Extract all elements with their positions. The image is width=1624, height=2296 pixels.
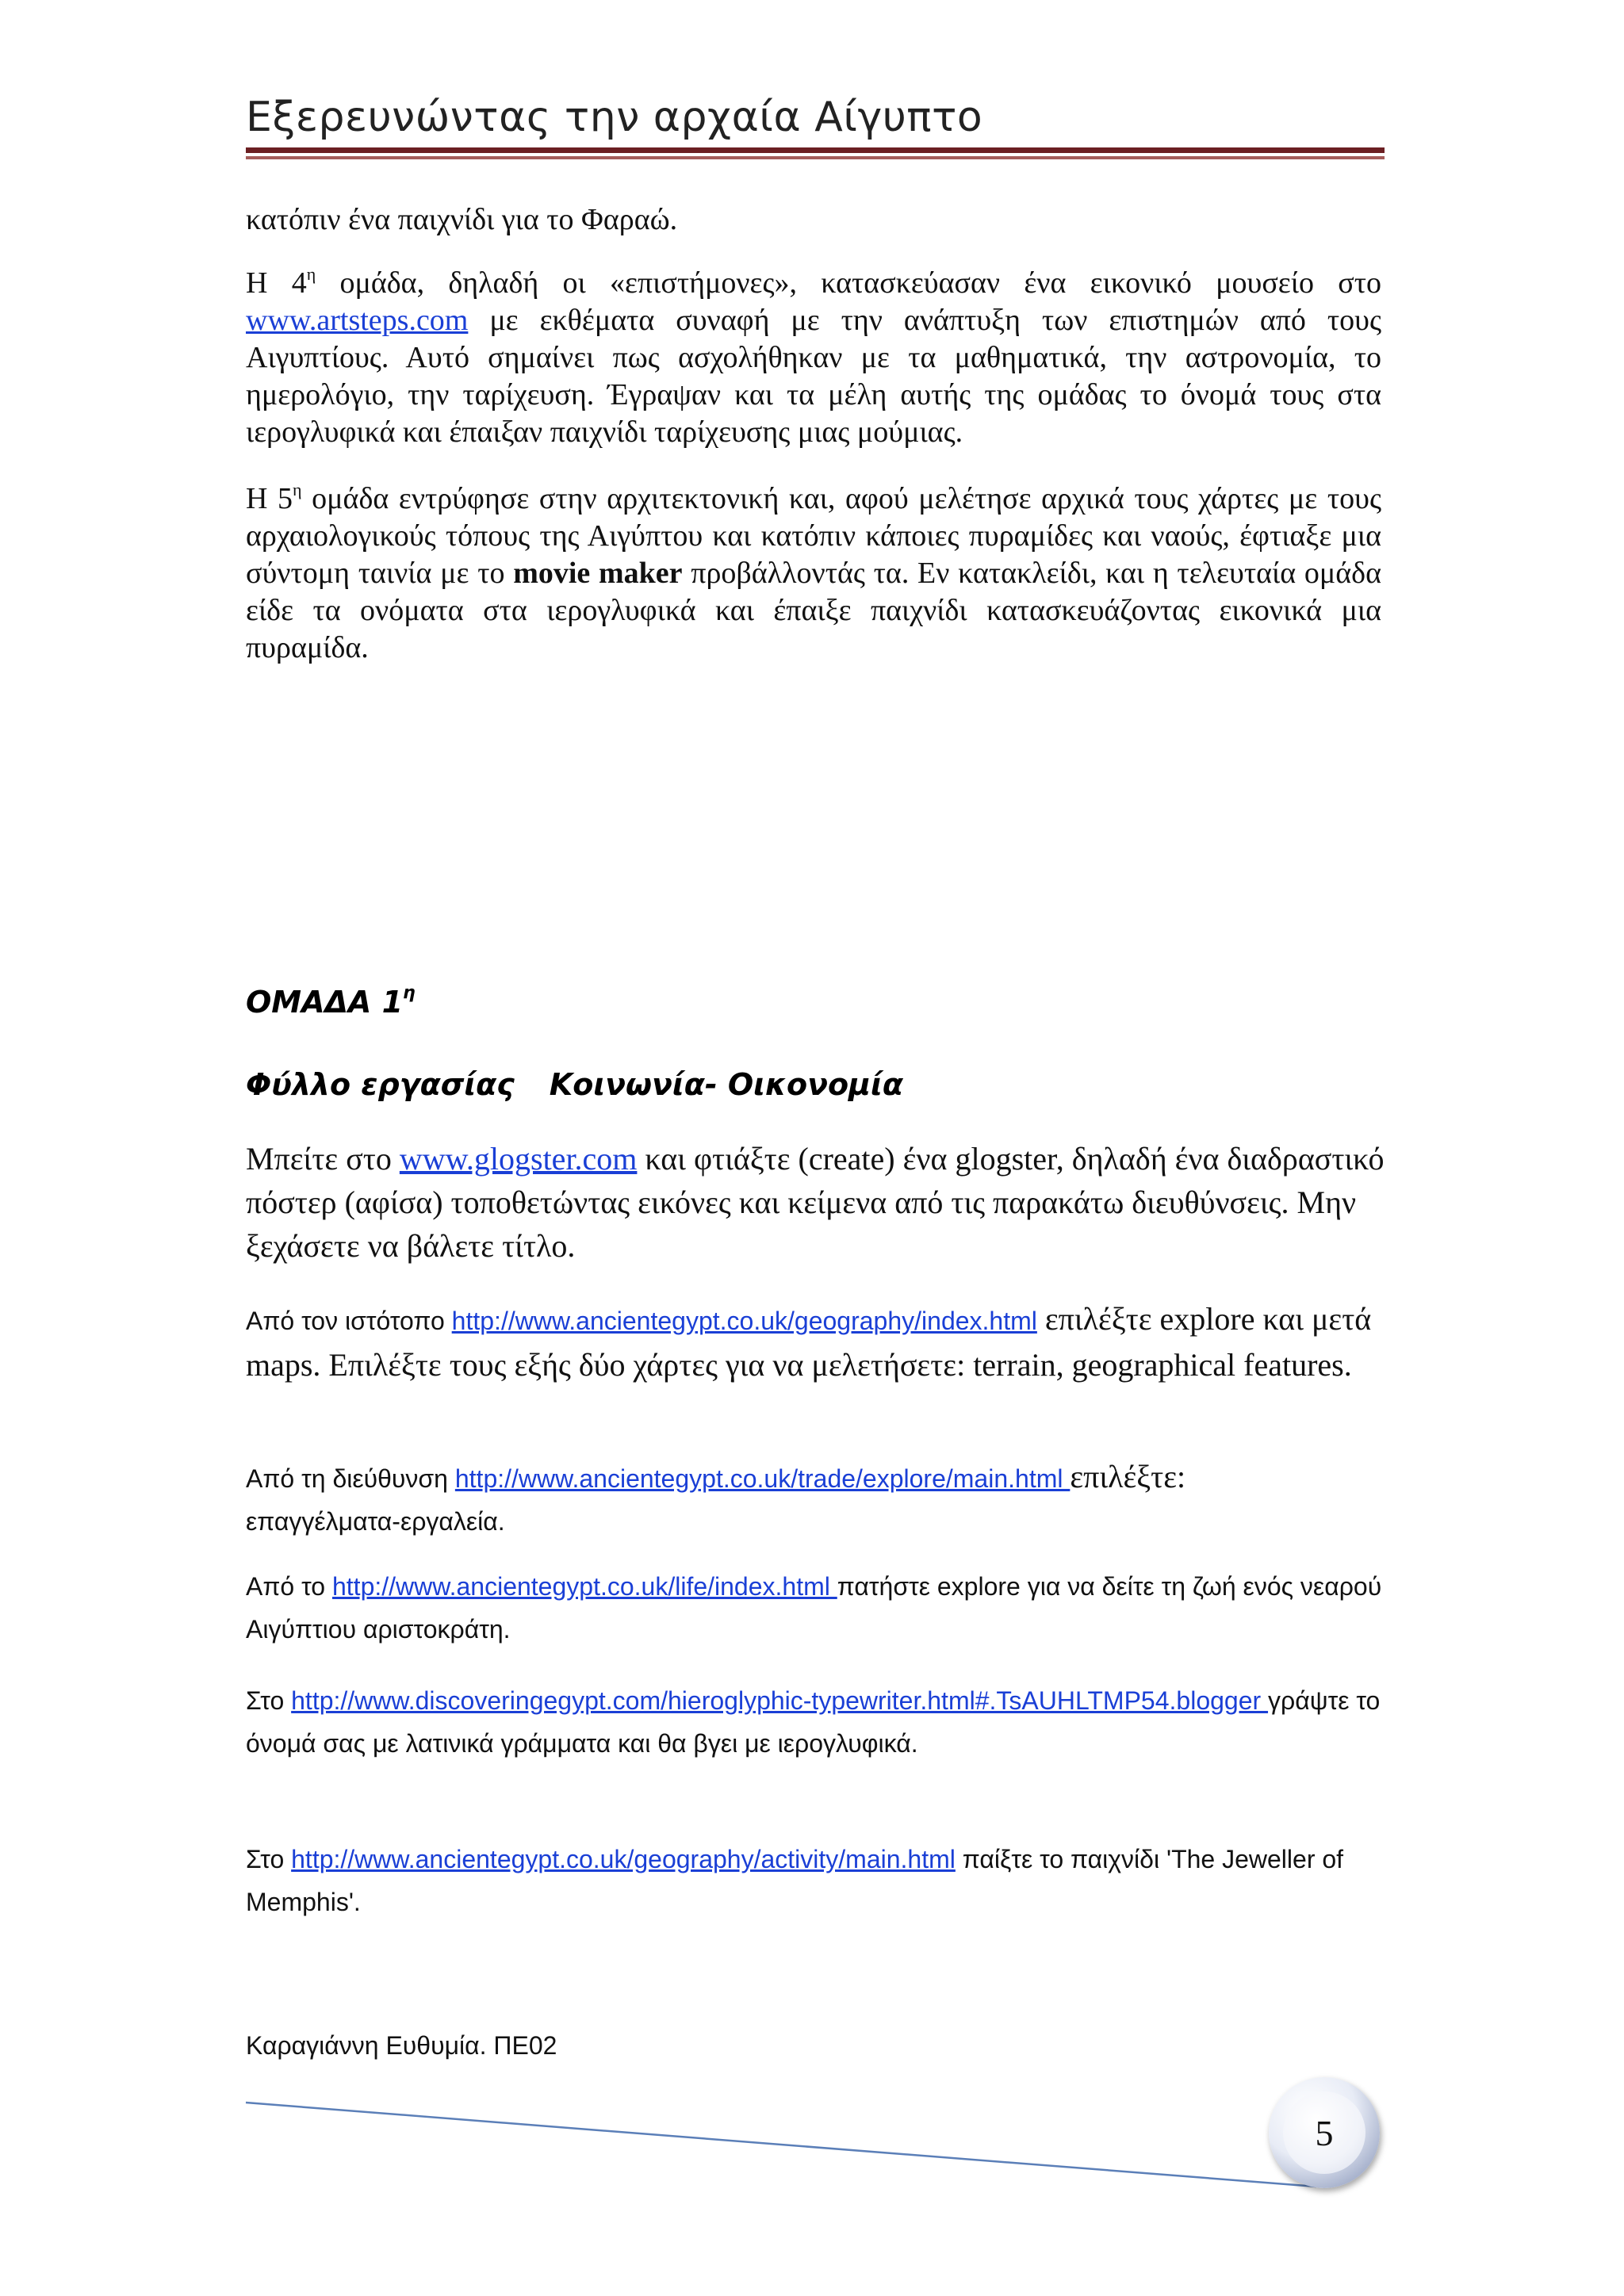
page-number-badge: [1269, 2077, 1380, 2188]
t3-start: Από τη διεύθυνση: [246, 1464, 455, 1493]
worksheet-topic: Κοινωνία- Οικονομία: [549, 1067, 903, 1102]
t2-start: Από τον ιστότοπο: [246, 1307, 452, 1335]
document-header-title: Εξερευνώντας την αρχαία Αίγυπτο: [246, 94, 983, 141]
worksheet-label: Φύλλο εργασίας: [246, 1067, 515, 1102]
t2-rest: επιλέξτε explore και μετά maps. Επιλέξτε τους εξής δύο χάρτες για να μελετήσετε: terrain, geographical features.: [246, 1301, 1372, 1383]
hieroglyphic-link[interactable]: http://www.discoveringegypt.com/hieroglyphic-typewriter.html#.TsAUHLTMP54.blogger: [291, 1686, 1269, 1715]
trade-link[interactable]: http://www.ancientegypt.co.uk/trade/explore/main.html: [454, 1464, 1071, 1493]
footer-author: Καραγιάννη Ευθυμία. ΠΕ02: [246, 2031, 557, 2060]
t1-rest: και φτιάξτε (create) ένα glogster, δηλαδή ένα διαδραστικό πόστερ (αφίσα) τοποθετώντας εικόνες και κείμενα από τις παρακάτω διευθύνσεις. Μην ξεχάσετε να βάλετε τίτλο.: [246, 1141, 1385, 1264]
geography-link[interactable]: http://www.ancientegypt.co.uk/geography/index.html: [451, 1307, 1037, 1335]
t6-rest: παίξτε το παιχνίδι 'The Jeweller of Memphis'.: [246, 1845, 1344, 1916]
p2-rest: προβάλλοντάς τα. Εν κατακλείδι, και η τελευταία ομάδα είδε τα ονόματα στα ιερογλυφικά και έπαιξε παιχνίδι κατασκευάζοντας εικονικά μια πυραμίδα.: [246, 557, 1381, 664]
glogster-link[interactable]: www.glogster.com: [399, 1141, 638, 1177]
page-number: 5: [1283, 2091, 1365, 2174]
p2-after-sup: ομάδα εντρύφησε στην αρχιτεκτονική και, αφού μελέτησε αρχικά τους χάρτες με τους αρχαιολογικούς τόπους της Αιγύπτου και κατόπιν κάποιες πυραμίδες και ναούς, έφτιαξε μια σύντομη ταινία με το: [246, 482, 1381, 590]
t4-rest: πατήστε explore για να δείτε τη ζωή ενός νεαρού Αιγύπτιου αριστοκράτη.: [246, 1572, 1382, 1644]
artsteps-link[interactable]: www.artsteps.com: [246, 304, 469, 337]
t5-start: Στο: [246, 1686, 292, 1715]
jeweller-link[interactable]: http://www.ancientegypt.co.uk/geography/activity/main.html: [291, 1845, 956, 1873]
p1-start: Η 4: [246, 266, 307, 300]
p2-start: Η 5: [246, 482, 293, 515]
t4-start: Από το: [246, 1572, 332, 1601]
group-heading-text: ΟΜΑΔΑ 1: [246, 985, 404, 1020]
p1-sup: η: [306, 264, 316, 284]
t3-serif: επιλέξτε:: [1070, 1459, 1186, 1494]
p2-sup: η: [293, 480, 302, 499]
group-heading-sup: η: [403, 983, 416, 1003]
p1-rest: με εκθέματα συναφή με την ανάπτυξη των επιστημών από τους Αιγυπτίους. Αυτό σημαίνει πως ασχολήθηκαν με τα μαθηματικά, την αστρονομία, το ημερολόγιο, την ταρίχευση. Έγραψαν και τα μέλη αυτής της ομάδας το όνομά τους στα ιερογλυφικά και έπαιξαν παιχνίδι ταρίχευσης μιας μούμιας.: [246, 304, 1381, 449]
life-link[interactable]: http://www.ancientegypt.co.uk/life/index.html: [331, 1572, 837, 1601]
movie-maker-bold: movie maker: [513, 557, 683, 590]
t6-start: Στο: [246, 1845, 292, 1873]
p1-after-sup: ομάδα, δηλαδή οι «επιστήμονες», κατασκεύασαν ένα εικονικό μουσείο στο: [316, 266, 1382, 300]
t3-rest: επαγγέλματα-εργαλεία.: [246, 1507, 505, 1536]
t5-rest: γράψτε το όνομά σας με λατινικά γράμματα και θα βγει με ιερογλυφικά.: [246, 1686, 1381, 1758]
intro-p0-text: κατόπιν ένα παιχνίδι για το Φαραώ.: [246, 203, 678, 236]
t1-start: Μπείτε στο: [246, 1141, 400, 1177]
